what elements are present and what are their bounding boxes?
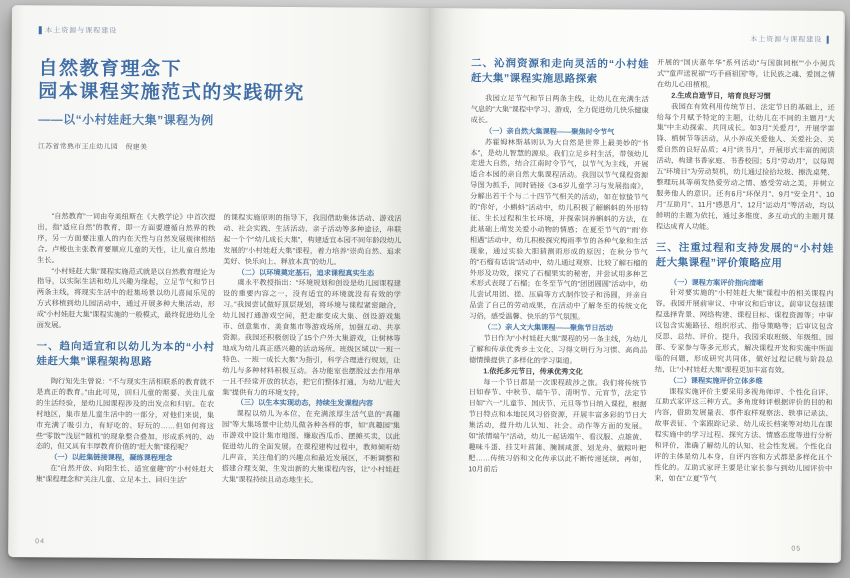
paragraph: 课程以幼儿为本位，在充满浓厚生活气息的“真趣园”等大集场景中让幼儿做各种各样的事，如“真趣园”集市游戏中设计集市地图、赚取西瓜币、摆摊买卖，以此促进幼儿的全面发展。在课程建构过程中，教师倾听幼儿声音，关注他们的兴趣点和最近发展区，不断调整和搭建合理支架，生发出新的大集课程内容，让“小村娃赶大集”课程持续且动态地生长。: [221, 408, 401, 484]
left-page-columns: [35, 211, 401, 548]
page-left: [8, 5, 428, 560]
sub-heading: （二）课程实施评价立体多维: [669, 375, 763, 386]
section-heading: 三、注重过程和支持发展的“小村娃赶大集课程”评价策略应用: [655, 241, 834, 269]
paragraph: 节日作为“小村娃赶大集”课程的另一条主线，为幼儿了解和传承优秀乡土文化、习得文明行为习惯、高尚品德情操提供了多样化的学习渠道。: [468, 333, 648, 365]
sub-heading: （一）以赶集链接课程，凝练课程理念: [50, 452, 173, 463]
page-number-right: 05: [791, 545, 802, 553]
page-number-left: 04: [35, 538, 46, 546]
sub-heading: （三）以生本实现动态，持续生发课程内容: [236, 398, 374, 409]
column-tag-text: 本土资源与课程建设: [750, 36, 823, 44]
article-title-line1: 自然教育理念下: [38, 58, 183, 81]
left-page-column-1: [35, 211, 215, 546]
section-heading: 二、沁润资源和走向灵活的“小村娃赶大集”课程实施思路探索: [470, 57, 650, 86]
paragraph: 针对要实施的“小村娃赶大集”课程中的相关课程内容，我园开展前审议、中审议和后审议。前审议包括课程选择背景、网络构建、课程目标、课程资源等；中审议包含实施路径、组织形式、指导策略等；后审议包含反思、总结、评价、提升。我园采取班级、年级组、园部、专家参与等多元形式，解决课程开发和实施中所面临的问题，形成研究共同体，做好过程记载与阶段总结，让“小村娃赶大集”课程更加丰富有效。: [654, 288, 834, 375]
page-stack-edge: [838, 13, 845, 561]
right-page-columns: [468, 56, 835, 541]
right-page-column-2: [654, 58, 835, 541]
sub-heading: （二）以环境奠定基石，追求课程真实生态: [237, 267, 375, 278]
article-title-block: [38, 57, 411, 153]
paragraph: “自然教育”一词由夸美纽斯在《大教学论》中首次提出，指“适应自然”的教育，即一方面要遵循自然界的秩序，另一方面要注重人的内在天性与自然发展规律相结合。卢梭也主张教育要顺应儿童的天性，让儿童自然地生长。: [37, 211, 216, 265]
numbered-heading: 1.依托多元节日，传承优秀文化: [483, 366, 583, 376]
right-page-column-1: [468, 56, 649, 539]
paragraph: 陶行知先生曾说：“不与现实生活相联系的教育就不是真正的教育。”由此可见，回归儿童的需要、关注儿童的生活经验，是幼儿园课程涉及的出发点和归宿。在农村地区，集市是儿童生活中的一部分，对他们来说，集市充满了吸引力，有好吃的、好玩的……但如何将这些“零散”“浅层”“随机”的现象整合叠加，形成系列的、动态的，但又具有丰厚教育价值的“赶大集”课程呢？: [35, 376, 215, 452]
tag-bar-icon: [39, 26, 42, 34]
paragraph: 课程实施评价主要采用多视角师评、个性化自评、互助式家评这三种方式。多角度师评根据评价的目的和内容，借助发展量表、事件取样观察法、轶事记录法、故事表征、个案跟踪记录、幼儿成长档案等对幼儿在课程实施中的学习过程、探究方法、情感态度等进行分析和评价，准确了解幼儿的认知、社会性发展。个性化自评的主体是幼儿本身，自评内容和方式都是多样化且个性化的。互助式家评主要是让家长参与到幼儿园评价中来，如在“立夏”节气: [654, 386, 833, 483]
magazine-spread: [8, 5, 845, 563]
paragraph: 我园立足节气和节日两条主线，让幼儿在充满生活气息的“大集”课程中学习、游戏，全力促进幼儿快乐健康成长。: [470, 93, 649, 125]
paragraph-continued: 的课程实施原则的指导下，我园借助集体活动、游戏活动、社会实践、生活活动、亲子活动等多种途径，串联起一个个“幼儿成长大集”，构建适宜本园不同年龄段幼儿发展的“小村娃赶大集”课程，着力培养“崇尚自然、追求美好、快乐向上、释放本真”的幼儿。: [223, 212, 402, 267]
article-subtitle: ——以“小村娃赶大集”课程为例: [38, 112, 214, 128]
paragraph: 在“自然开放、向阳生长、适宜童趣”的“小村娃赶大集”课程理念和“关注儿童、立足本土、回归生活”: [35, 463, 214, 485]
sub-heading: （一）课程方案评价指向清晰: [669, 277, 764, 287]
page-right: [425, 8, 845, 563]
paragraph: 每一个节日都是一次课程跋涉之旅。我们将传统节日如春节、中秋节、端午节、清明节、元宵节，法定节日如“六一”儿童节、国庆节、元旦等节日纳入课程，根据节日特点和本地民风习俗资源，开展丰富多彩的节日大集活动，提升幼儿认知、社会、动作等方面的发展。如“浓情端午”活动，幼儿一起话端午、看汉服、点雄黄、趣味斗蛋、挂艾叶菖蒲、腌制咸蛋、划龙舟、做粽叶粑粑……传统习俗和文化传承以此不断传递延续。再如，10月前后: [468, 376, 647, 474]
paragraph: 苏霍姆林斯基则认为大自然是世界上最美妙的“书本”，是幼儿智慧的源泉。我们立足乡村生活，带领幼儿走进大自然，结合江南时令节气，以节气为主线，开展适合本园的亲自然大集课程活动。我园以节气课程资源导图为抓手，同时链接《3-6岁儿童学习与发展指南》，分解出若干个与二十四节气相关的活动，如在惊蛰节气的“你好，小蝌蚪”活动中，幼儿积极了解蝌蚪的外形特征、生长过程和生长环境，并探索饲养蝌蚪的方法，在此基础上萌发关爱小动物的情感；在夏至节气的“‘雨’你相遇”活动中，幼儿积极探究梅雨季节的各种气象和生活现象，通过实验大胆猜测雨形成的原因；在秋分节气的“石榴有话说”活动中，幼儿通过观察、比较了解石榴的外形及功效，探究了石榴果实的秘密，并尝试用多种艺术形式表现了石榴；在冬至节气的“团团圆圆”活动中，幼儿尝试用团、搓、压扁等方式制作饺子和汤圆，并亲自品尝了自己的劳动成果，在活动中了解冬至的传统文化习俗，感受温馨、快乐的节气氛围。: [469, 137, 649, 322]
paragraph-continued: 开展的“国庆嘉年华”系列活动“与国旗同框”“小小阅兵式”“童声送祝福”“巧手画祖国”等，让民族之魂、爱国之情在幼儿心田植根。: [656, 57, 836, 89]
sub-heading: （一）亲自然大集课程——聚焦时令节气: [484, 126, 615, 137]
article-title-line2: 园本课程实施范式的实践研究: [38, 81, 305, 105]
paragraph: “小村娃赶大集”课程实施范式就是以自然教育理论为指导，以实际生活和幼儿兴趣为缘起，立足节气和节日两条主线，将现实生活中的赶集场景以幼儿喜闻乐见的方式移植到幼儿园活动中，通过开展多种大集活动，形成“小村娃赶大集”课程实施的一般模式，最终促进幼儿全面发展。: [36, 265, 216, 330]
paragraph: 我园在有效利用传统节日、法定节日的基础上，还给每个月赋予特定的主题，让幼儿在不同的主题月“大集”中主动探索、共同成长。如3月“关爱月”，开展学雷锋、植树节等活动，从小养成关爱他人、关爱社会、关爱自然的良好品质；4月“读书月”，开展形式丰富的阅读活动，构建书香家庭、书香校园；5月“劳动月”，以每周五“环境日”为劳动契机，幼儿通过捡拾垃圾、擦洗桌凳、整理玩具等萌发热爱劳动之情、感受劳动之美，并树立服务他人的意识。还有6月“环保月”、9月“安全月”、10月“互助月”、11月“感恩月”、12月“运动月”等活动，均以鲜明的主题为依托，通过多维度、多互动式的主题月课程达成育人功能。: [655, 101, 835, 231]
tag-bar-icon: [826, 36, 829, 44]
author-affiliation: 江苏省常熟市王庄幼儿园 倪建美: [37, 143, 148, 152]
numbered-heading: 2.生成自造节日，培育良好习惯: [671, 90, 771, 101]
column-tag-text: 本土资源与课程建设: [45, 27, 118, 35]
sub-heading: （二）亲人文大集课程——聚焦节日活动: [483, 322, 614, 333]
paragraph: 虞永平教授指出：“环境规划和创设是幼儿园课程建设的重要内容之一，没有适宜的环境就没有有效的学习。”我园尝试做好顶层规划，将环境与课程紧密融合，幼儿园打通游戏空间，把走廊变成大集、创设游戏集市、创意集市、美食集市等游戏场所，加强互动、共享资源。我园还积极创设了15个户外大集游戏，让树林等地成为幼儿真正感兴趣的活动场所。班级区域以“一班一特色、一班一成长大集”为指引，科学合理进行规划，让幼儿与多种材料积极互动。各功能室也摆脱过去作用单一且不经常开放的状态，把它们整体打通，为幼儿“赶大集”提供有力的环境支持。: [222, 278, 402, 397]
section-heading: 一、趋向适宜和以幼儿为本的“小村娃赶大集”课程架构思路: [36, 340, 215, 369]
left-page-column-2: [221, 213, 401, 548]
column-tag-left: [39, 25, 118, 36]
column-tag-right: [750, 34, 829, 45]
